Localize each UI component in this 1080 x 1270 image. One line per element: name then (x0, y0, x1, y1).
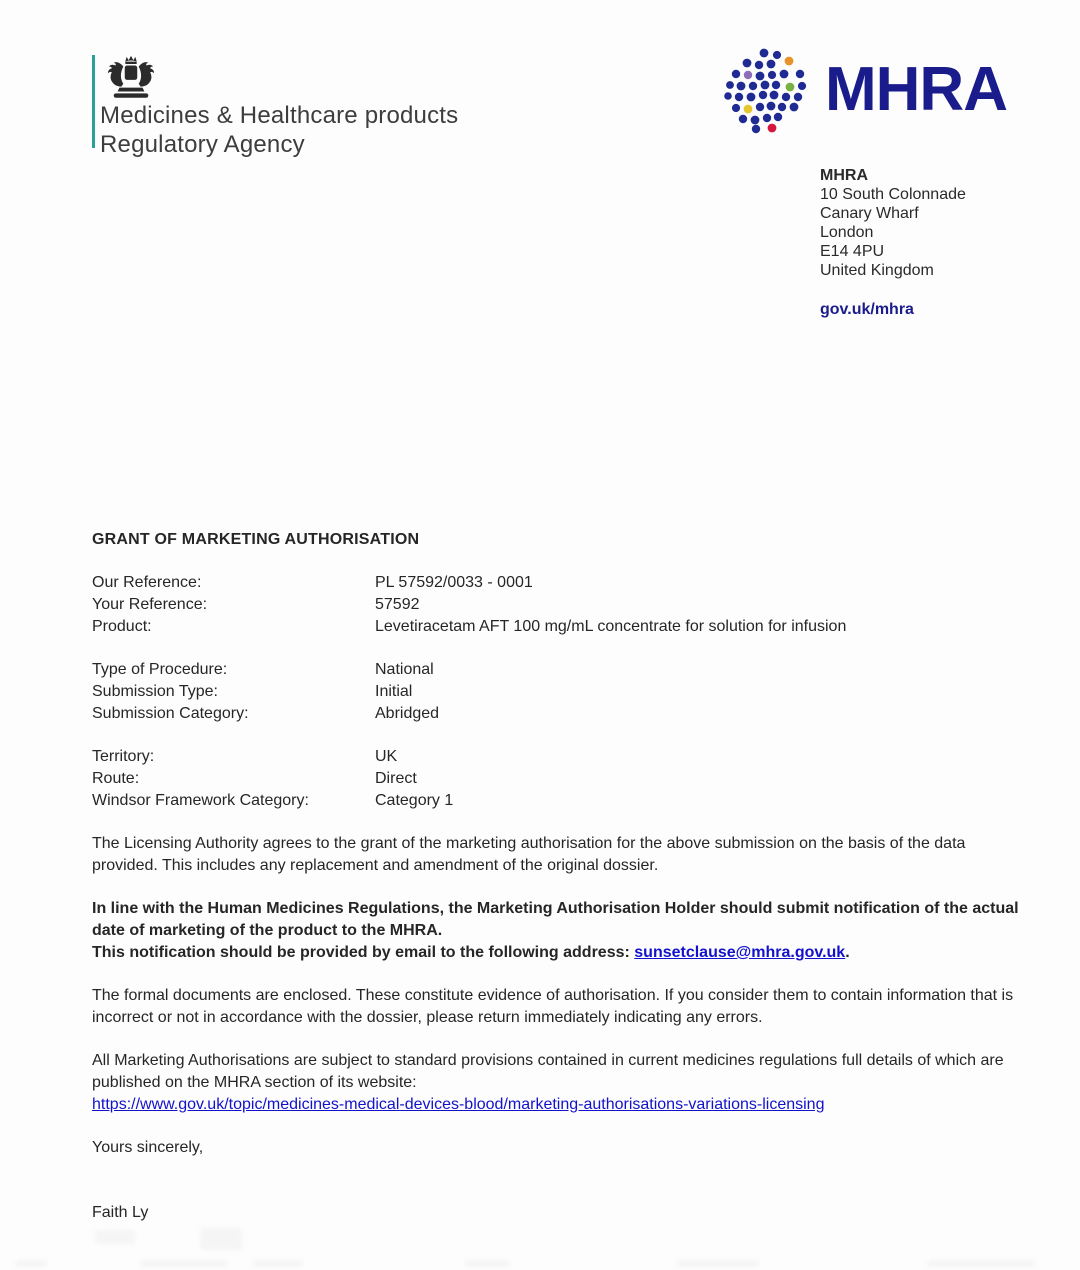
field-label: Submission Category: (92, 705, 249, 722)
reference-block (92, 572, 1024, 638)
procedure-row (92, 659, 1024, 681)
reference-row (92, 594, 1024, 616)
field-value: Category 1 (375, 792, 454, 809)
field-value: PL 57592/0033 - 0001 (375, 574, 533, 591)
field-label: Territory: (92, 748, 155, 765)
scan-artifact (677, 1260, 759, 1267)
paragraph-notification (92, 898, 1024, 964)
signatory-name: Faith Ly (92, 1204, 149, 1221)
territory-row (92, 768, 1024, 790)
mhra-logo (723, 44, 1007, 139)
field-label: Windsor Framework Category: (92, 792, 309, 809)
field-label: Route: (92, 770, 140, 787)
notification-sentence: In line with the Human Medicines Regulations, the Marketing Authorisation Holder should submit notification of the actual date of marketing of the product to the MHRA. (92, 900, 1019, 939)
scan-artifact (465, 1260, 510, 1267)
licensing-url-link[interactable]: https://www.gov.uk/topic/medicines-medical-devices-blood/marketing-authorisations-variations-licensing (92, 1096, 825, 1113)
field-label: Product: (92, 618, 152, 635)
letter-heading: GRANT OF MARKETING AUTHORISATION (92, 531, 420, 548)
letter-body (92, 529, 1024, 1224)
address-line: E14 4PU (820, 243, 885, 260)
agency-name-line1: Medicines & Healthcare products (100, 102, 459, 129)
scan-artifact (15, 1260, 47, 1267)
field-label: Submission Type: (92, 683, 218, 700)
govuk-mhra-link[interactable]: gov.uk/mhra (820, 301, 914, 318)
territory-row (92, 790, 1024, 812)
address-block (820, 166, 966, 319)
field-value: National (375, 661, 434, 678)
sunset-clause-email-link[interactable]: sunsetclause@mhra.gov.uk (634, 944, 846, 961)
field-value: Abridged (375, 705, 440, 722)
field-label: Your Reference: (92, 596, 208, 613)
paragraph-licensing: The Licensing Authority agrees to the grant of the marketing authorisation for the above submission on the basis of the data provided. This includes any replacement and amendment of the original dossier. (92, 835, 966, 874)
territory-block (92, 746, 1024, 812)
royal-crest-icon (100, 53, 162, 103)
field-label: Type of Procedure: (92, 661, 228, 678)
scan-artifact (927, 1260, 1035, 1267)
procedure-row (92, 681, 1024, 703)
closing-salutation: Yours sincerely, (92, 1139, 204, 1156)
field-value: Levetiracetam AFT 100 mg/mL concentrate for solution for infusion (375, 618, 847, 635)
address-line: London (820, 224, 874, 241)
field-value: Direct (375, 770, 417, 787)
scan-artifact (253, 1260, 303, 1267)
notification-period: . (845, 944, 850, 961)
provisions-sentence: All Marketing Authorisations are subject to standard provisions contained in current medicines regulations full details of which are published on the MHRA section of its website: (92, 1052, 1004, 1091)
scan-artifact (140, 1260, 228, 1267)
address-line: 10 South Colonnade (820, 186, 966, 203)
mhra-wordmark: MHRA (825, 55, 1007, 124)
brand-teal-bar (92, 55, 95, 148)
notification-email-prefix: This notification should be provided by email to the following address: (92, 944, 635, 961)
paragraph-documents: The formal documents are enclosed. These constitute evidence of authorisation. If you consider them to contain information that is incorrect or not in accordance with the dossier, please return immediately indicating any errors. (92, 987, 1014, 1026)
procedure-row (92, 703, 1024, 725)
field-value: UK (375, 748, 398, 765)
agency-name-line2: Regulatory Agency (100, 131, 305, 158)
reference-row (92, 616, 1024, 638)
paragraph-provisions (92, 1050, 1024, 1116)
mhra-dots-icon (723, 44, 815, 139)
reference-row (92, 572, 1024, 594)
address-name: MHRA (820, 167, 868, 184)
field-value: 57592 (375, 596, 420, 613)
field-value: Initial (375, 683, 413, 700)
scan-artifact (95, 1230, 135, 1244)
scan-artifact (200, 1228, 242, 1250)
field-label: Our Reference: (92, 574, 202, 591)
address-line: Canary Wharf (820, 205, 919, 222)
territory-row (92, 746, 1024, 768)
procedure-block (92, 659, 1024, 725)
address-line: United Kingdom (820, 262, 934, 279)
